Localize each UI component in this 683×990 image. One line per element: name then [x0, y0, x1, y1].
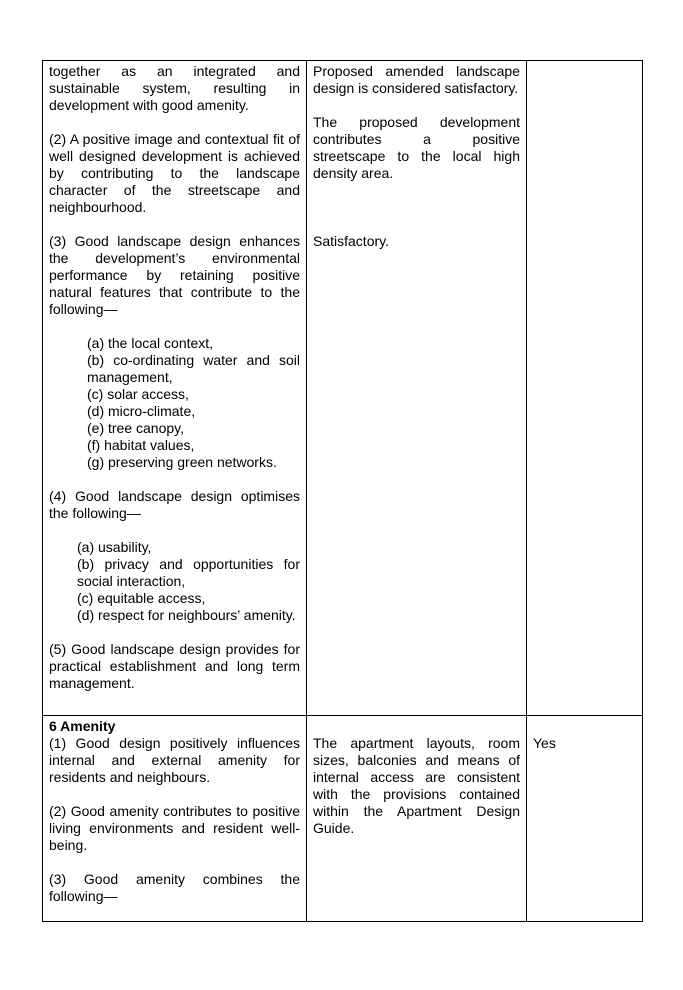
list-item: (d) respect for neighbours’ amenity. — [77, 607, 296, 623]
compliance-value: Yes — [533, 735, 556, 751]
principle-text: (1) Good design positively influences internal and external amenity for residents and neighbours. — [49, 735, 300, 785]
principle-text: (5) Good landscape design provides for practical establishment and long term management. — [49, 641, 300, 691]
list-item: (c) solar access, — [87, 386, 189, 402]
table-row — [43, 716, 643, 922]
list-item: (b) co-ordinating water and soil management, — [87, 352, 300, 385]
principle-cell — [43, 61, 307, 716]
sub-list — [49, 539, 300, 624]
list-item: (g) preserving green networks. — [87, 454, 277, 470]
comment-cell — [307, 61, 527, 716]
comment-text: The apartment layouts, room sizes, balconies and means of internal access are consistent with the provisions contained within the Apartment Design Guide. — [313, 735, 520, 836]
compliance-cell — [527, 61, 643, 716]
comment-text: Satisfactory. — [313, 233, 389, 249]
list-item: (f) habitat values, — [87, 437, 195, 453]
comment-cell — [307, 716, 527, 922]
compliance-cell — [527, 716, 643, 922]
comment-text: The proposed development contributes a positive streetscape to the local high density area. — [313, 114, 520, 181]
list-item: (a) usability, — [77, 539, 152, 555]
principle-text: (2) A positive image and contextual fit of well designed development is achieved by contributing to the landscape character of the streetscape and neighbourhood. — [49, 131, 300, 215]
list-item: (a) the local context, — [87, 335, 214, 351]
section-heading: 6 Amenity — [49, 718, 116, 734]
principle-cell — [43, 716, 307, 922]
list-item: (d) micro-climate, — [87, 403, 196, 419]
principle-text: (3) Good amenity combines the following— — [49, 871, 300, 904]
list-item: (c) equitable access, — [77, 590, 206, 606]
list-item: (e) tree canopy, — [87, 420, 185, 436]
principle-text: together as an integrated and sustainable system, resulting in development with good amenity. — [49, 63, 300, 113]
comment-text: Proposed amended landscape design is considered satisfactory. — [313, 63, 520, 96]
table-row — [43, 61, 643, 716]
principle-text: (2) Good amenity contributes to positive living environments and resident well-being. — [49, 803, 300, 853]
assessment-table — [42, 60, 643, 922]
principle-text: (3) Good landscape design enhances the development’s environmental performance by retaining positive natural features that contribute to the following— — [49, 233, 300, 317]
sub-list — [49, 335, 300, 471]
list-item: (b) privacy and opportunities for social interaction, — [77, 556, 300, 589]
principle-text: (4) Good landscape design optimises the following— — [49, 488, 300, 521]
